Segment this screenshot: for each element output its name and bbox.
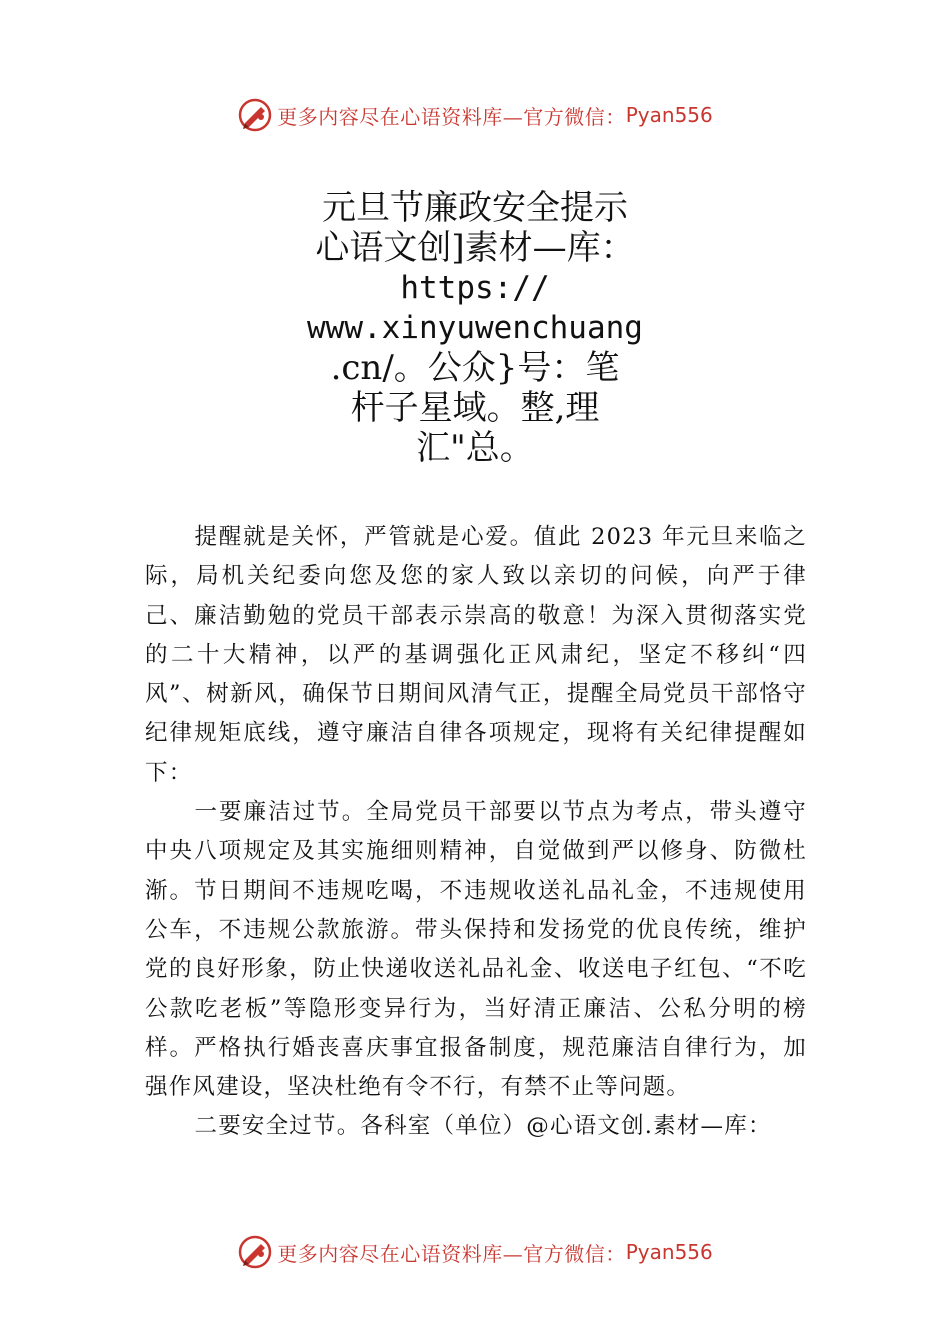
banner-wechat-id: Pyan556 [625, 1240, 713, 1264]
title-line: .cn/。公众}号：笔 [330, 348, 620, 388]
body-paragraph: 一要廉洁过节。全局党员干部要以节点为考点，带头遵守中央八项规定及其实施细则精神，自觉做到严以修身、防微杜渐。节日期间不违规吃喝，不违规收送礼品礼金，不违规使用公车，不违规公款旅游。带头保持和发扬党的优良传统，维护党的良好形象，防止快递收送礼品礼金、收送电子红包、“不吃公款吃老板”等隐形变异行为，当好清正廉洁、公私分明的榜样。严格执行婚丧喜庆事宜报备制度，规范廉洁自律行为，加强作风建设，坚决杜绝有令不行，有禁不止等问题。 [145, 799, 807, 1101]
title-line: 元旦节廉政安全提示 [322, 188, 628, 228]
banner-wechat-id: Pyan556 [625, 103, 713, 127]
body-paragraph: 提醒就是关怀，严管就是心爱。值此 2023 年元旦来临之际，局机关纪委向您及您的家人致以亲切的问候，向严于律己、廉洁勤勉的党员干部表示崇高的敬意！为深入贯彻落实党的二十大精神，以严的基调强化正风肃纪，坚定不移纠“四风”、树新风，确保节日期间风清气正，提醒全局党员干部恪守纪律规矩底线，遵守廉洁自律各项规定，现将有关纪律提醒如下： [145, 524, 807, 786]
document-title [0, 188, 950, 468]
pen-logo-icon [237, 1234, 273, 1270]
title-line: https:// [400, 270, 550, 306]
header-watermark-banner [0, 95, 950, 135]
title-line: 杆子星域。整,理 [350, 388, 600, 428]
banner-text: 更多内容尽在心语资料库—官方微信： [277, 104, 626, 129]
document-body [145, 518, 807, 1147]
body-paragraph: 二要安全过节。各科室（单位）@心语文创.素材—库： [194, 1113, 772, 1140]
banner-text: 更多内容尽在心语资料库—官方微信： [277, 1241, 626, 1266]
title-line: 汇"总。 [416, 428, 534, 468]
title-line: 心语文创]素材—库： [315, 228, 635, 268]
pen-logo-icon [237, 97, 273, 133]
footer-watermark-banner [0, 1232, 950, 1272]
title-line: www.xinyuwenchuang [307, 310, 643, 346]
